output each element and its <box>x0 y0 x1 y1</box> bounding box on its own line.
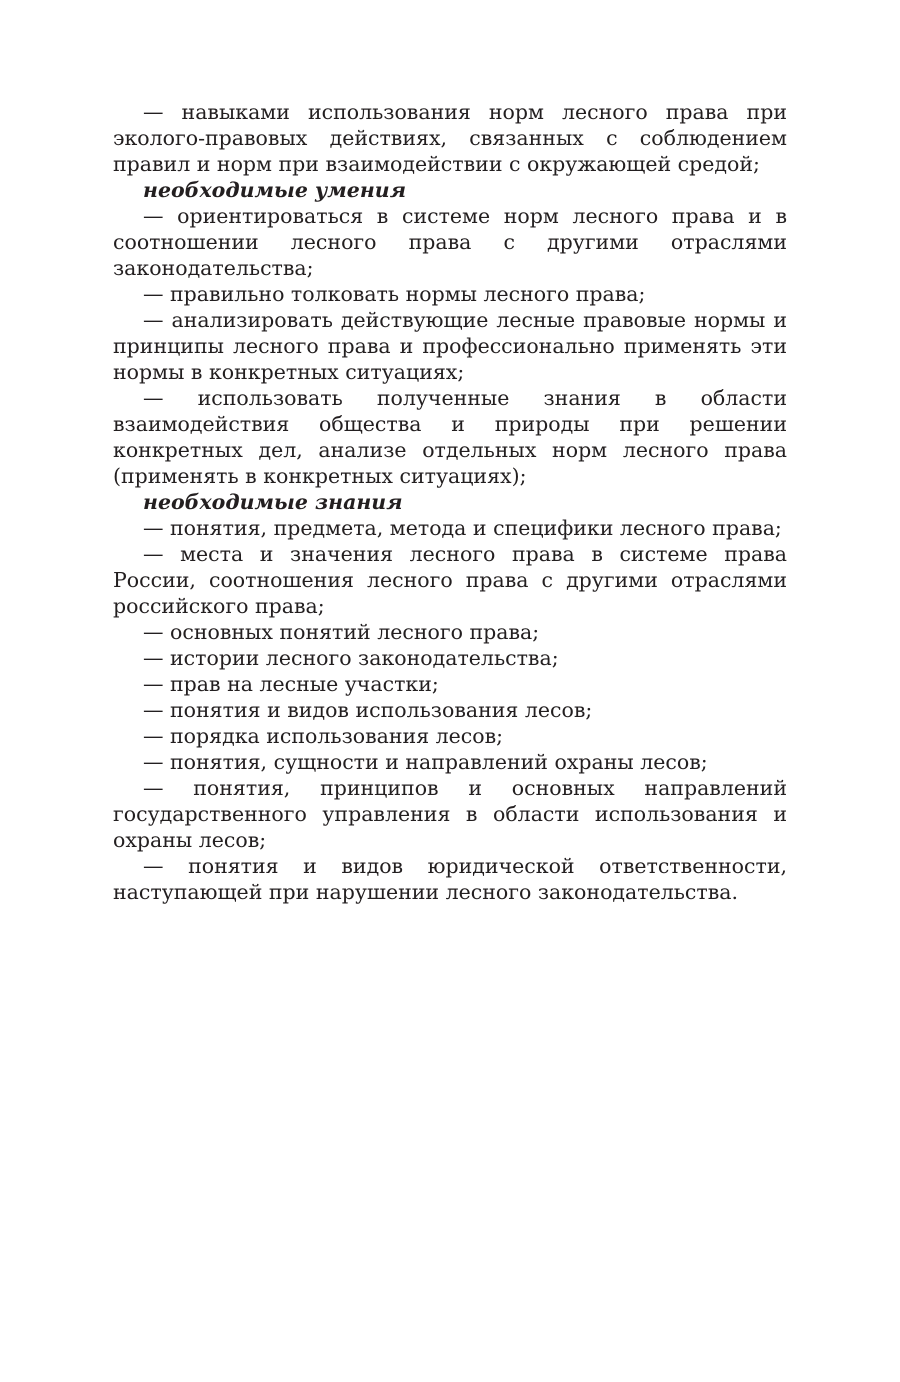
document-page <box>113 99 787 905</box>
paragraph-basic-concepts: — основных понятий лесного права; <box>143 620 540 644</box>
paragraph-use-knowledge: — использовать полученные знания в области взаимодействия общества и природы при решении конкретных дел, анализе отдельных норм лесного права (применять в конкретных ситуациях); <box>113 386 787 488</box>
paragraph-analyze-norms: — анализировать действующие лесные правовые нормы и принципы лесного права и профессионально применять эти нормы в конкретных ситуациях; <box>113 308 787 384</box>
paragraph-order-use: — порядка использования лесов; <box>143 724 504 748</box>
paragraph-place-meaning: — места и значения лесного права в системе права России, соотношения лесного права с другими отраслями российского права; <box>113 542 787 618</box>
paragraph-rights-plots: — прав на лесные участки; <box>143 672 439 696</box>
paragraph-orient-norms: — ориентироваться в системе норм лесного права и в соотношении лесного права с другими отраслями законодательства; <box>113 204 787 280</box>
paragraph-history: — истории лесного законодательства; <box>143 646 559 670</box>
paragraph-protection: — понятия, сущности и направлений охраны лесов; <box>143 750 708 774</box>
paragraph-concept-subject: — понятия, предмета, метода и специфики лесного права; <box>143 516 782 540</box>
paragraph-interpret-norms: — правильно толковать нормы лесного права; <box>143 282 646 306</box>
heading-required-knowledge: необходимые знания <box>143 490 403 514</box>
paragraph-state-management: — понятия, принципов и основных направлений государственного управления в области использования и охраны лесов; <box>113 776 787 852</box>
heading-required-skills: необходимые умения <box>143 178 407 202</box>
paragraph-liability: — понятия и видов юридической ответственности, наступающей при нарушении лесного законодательства. <box>113 854 787 904</box>
paragraph-skills-ecological: — навыками использования норм лесного права при эколого-правовых действиях, связанных с соблюдением правил и норм при взаимодействии с окружающей средой; <box>113 100 787 176</box>
paragraph-types-use: — понятия и видов использования лесов; <box>143 698 593 722</box>
